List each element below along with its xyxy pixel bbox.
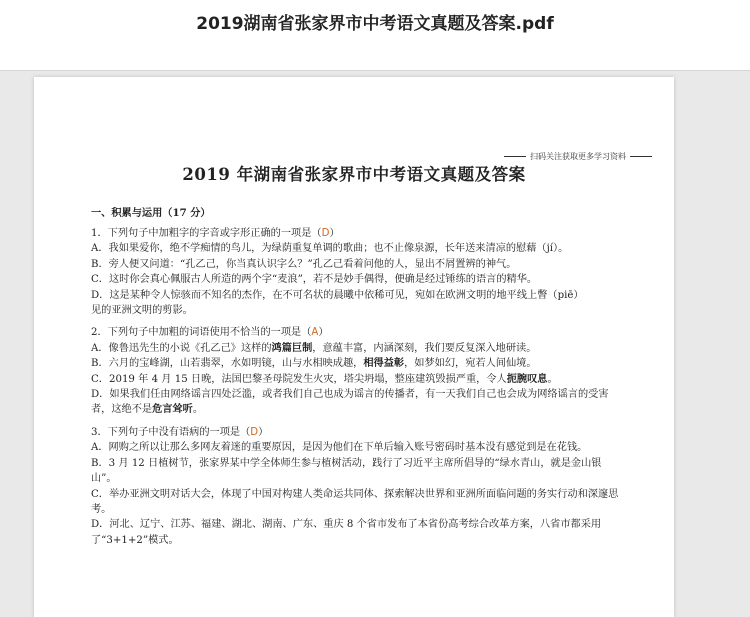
option-c: C．这时你会真心佩服古人所造的两个字“麦浪”，若不是妙手偶得，便确是经过锤练的语言的精华。 (91, 274, 538, 286)
section-heading: 一、积累与运用（17 分） (91, 207, 211, 219)
option-d: D．河北、辽宁、江苏、福建、湖北、湖南、广东、重庆 8 个省市发布了本省份高考综合改革方案，八省市都采用了“3+1+2”模式。 (91, 519, 602, 546)
watermark-line-right (630, 156, 652, 157)
question-2 (91, 325, 621, 417)
option-b: B．旁人便又问道：“孔乙己，你当真认识字么？”孔乙己看着问他的人，显出不屑置辨的神气。 (91, 258, 517, 270)
option-b: B．3 月 12 日植树节，张家界某中学全体师生参与植树活动，践行了习近平主席所倡导的“绿水青山，就是金山银山”。 (91, 457, 602, 485)
document-page (34, 77, 674, 617)
option-b: B．六月的宝峰湖，山若翡翠，水如明镜，山与水相映成趣，相得益彰，如梦如幻，宛若人间仙境。 (91, 357, 537, 370)
option-c: C．2019 年 4 月 15 日晚，法国巴黎圣母院发生火灾，塔尖坍塌，整座建筑毁损严重，令人扼腕叹息。 (91, 372, 558, 385)
viewer-toolbar (0, 0, 750, 71)
document-title: 2019 年湖南省张家界市中考语文真题及答案 (182, 165, 526, 184)
option-d: D．如果我们任由网络谣言四处泛滥，或者我们自己也成为谣言的传播者，有一天我们自己也会成为网络谣言的受害者，这绝不是危言耸听。 (91, 389, 609, 416)
answer-mark: D (321, 228, 330, 239)
answer-mark: A (311, 327, 319, 339)
option-d: D．这是某种令人惊骇而不知名的杰作，在不可名状的晨曦中依稀可见，宛如在欧洲文明的地平线上瞥（piē） (91, 289, 584, 301)
question-1 (91, 226, 621, 318)
document-content (91, 204, 621, 548)
question-stem: 1．下列句子中加粗字的字音或字形正确的一项是（D） (91, 228, 340, 239)
question-stem: 3．下列句子中没有语病的一项是（D） (91, 426, 269, 438)
option-c: C．举办亚洲文明对话大会，体现了中国对构建人类命运共同体、探索解决世界和亚洲所面临问题的务实行动和深邃思考。 (91, 488, 619, 515)
answer-mark: D (250, 426, 259, 438)
option-a: A．网购之所以让那么多网友着迷的重要原因，是因为他们在下单后输入账号密码时基本没有感觉到是在花钱。 (91, 442, 588, 454)
file-title: 2019湖南省张家界市中考语文真题及答案.pdf (196, 14, 554, 34)
watermark-text: 扫码关注获取更多学习资料 (530, 152, 626, 161)
watermark-line-left (504, 156, 526, 157)
option-a: A．我如果爱你，绝不学痴情的鸟儿，为绿荫重复单调的歌曲；也不止像泉源，长年送来清凉的慰藉（jí）。 (91, 243, 569, 255)
option-a: A．像鲁迅先生的小说《孔乙己》这样的鸿篇巨制，意蕴丰富，内涵深刻，我们要反复深入地研读。 (91, 341, 537, 354)
question-3 (91, 425, 621, 548)
question-stem: 2．下列句子中加粗的词语使用不恰当的一项是（A） (91, 327, 329, 339)
option-d-cont: 见的亚洲文明的剪影。 (91, 305, 193, 317)
